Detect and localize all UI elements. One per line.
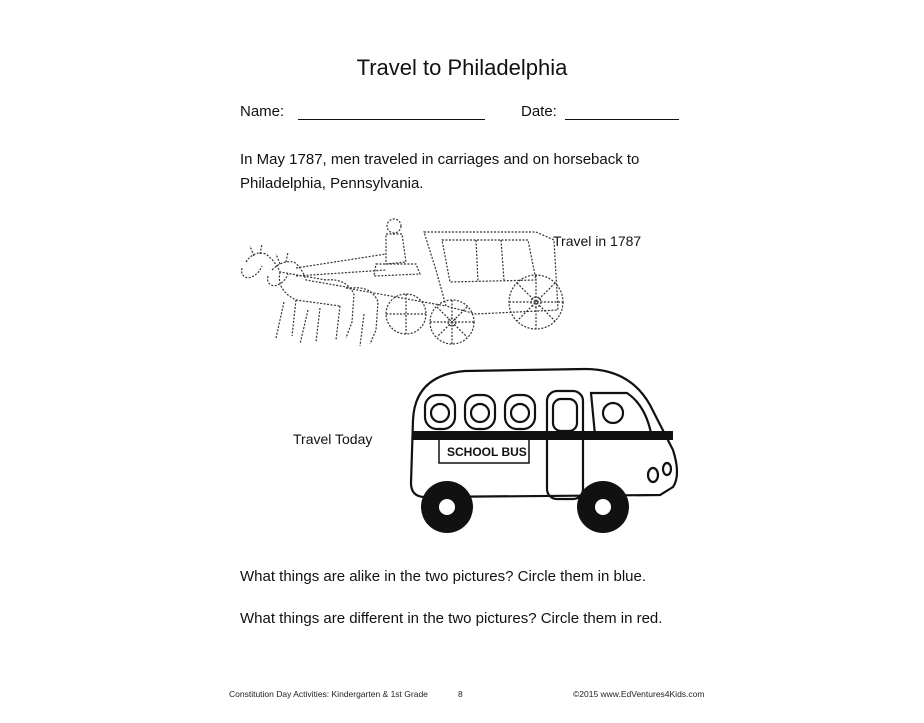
question-different: What things are different in the two pictures? Circle them in red. (240, 610, 663, 627)
intro-line-1: In May 1787, men traveled in carriages and on horseback to (240, 151, 640, 168)
horse-carriage-icon (236, 210, 576, 360)
name-label: Name: (240, 103, 285, 120)
bus-caption: Travel Today (293, 431, 373, 447)
footer-left: Constitution Day Activities: Kindergarten & 1st Grade (229, 689, 428, 699)
school-bus-icon (405, 365, 685, 540)
question-alike: What things are alike in the two pictures? Circle them in blue. (240, 568, 647, 585)
footer-right: ©2015 www.EdVentures4Kids.com (573, 689, 705, 699)
date-label: Date: (521, 103, 557, 120)
footer-page-number: 8 (458, 689, 463, 699)
carriage-caption: Travel in 1787 (553, 233, 642, 249)
page-title: Travel to Philadelphia (356, 55, 568, 80)
bus-sign-text: SCHOOL BUS (447, 445, 527, 459)
intro-line-2: Philadelphia, Pennsylvania. (240, 175, 424, 192)
date-blank-line[interactable] (565, 119, 679, 120)
name-blank-line[interactable] (298, 119, 485, 120)
